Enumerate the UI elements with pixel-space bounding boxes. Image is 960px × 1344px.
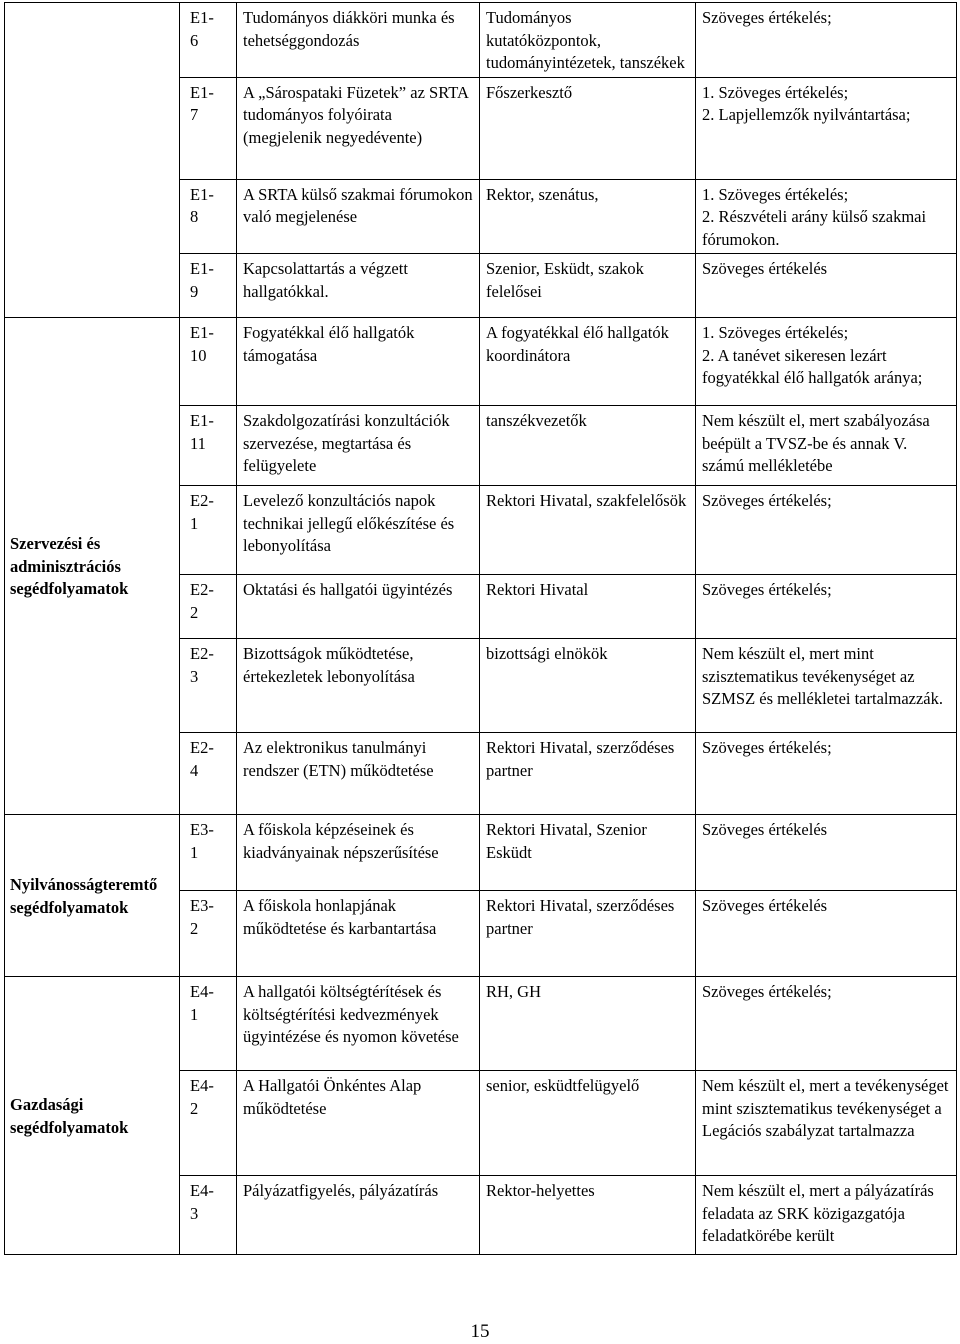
process-code: E1- 9 [180, 254, 237, 318]
responsible-party: Rektori Hivatal, szakfelelősök [480, 486, 696, 575]
process-code: E4- 3 [180, 1176, 237, 1255]
evaluation-method: 1. Szöveges értékelés; 2. A tanévet sikeresen lezárt fogyatékkal élő hallgatók aránya; [696, 318, 957, 406]
evaluation-method: Szöveges értékelés [696, 815, 957, 891]
category-cell: Nyilvánosságteremtő segédfolyamatok [5, 815, 180, 977]
responsible-party: Főszerkesztő [480, 77, 696, 179]
evaluation-method: Nem készült el, mert mint szisztematikus tevékenységet az SZMSZ és mellékletei tartalmazzák. [696, 639, 957, 733]
responsible-party: RH, GH [480, 977, 696, 1071]
process-code: E1- 11 [180, 406, 237, 486]
process-name: Oktatási és hallgatói ügyintézés [237, 575, 480, 639]
process-code: E3- 2 [180, 891, 237, 977]
category-cell [5, 3, 180, 318]
process-code: E1- 10 [180, 318, 237, 406]
process-code: E2- 1 [180, 486, 237, 575]
responsible-party: Rektori Hivatal, szerződéses partner [480, 733, 696, 815]
page-number: 15 [470, 1321, 490, 1342]
process-name: A főiskola képzéseinek és kiadványainak népszerűsítése [237, 815, 480, 891]
process-name: A főiskola honlapjának működtetése és karbantartása [237, 891, 480, 977]
responsible-party: Tudományos kutatóközpontok, tudományintézetek, tanszékek [480, 3, 696, 78]
process-code: E2- 4 [180, 733, 237, 815]
responsible-party: Rektor-helyettes [480, 1176, 696, 1255]
process-code: E1- 6 [180, 3, 237, 78]
responsible-party: Rektori Hivatal, szerződéses partner [480, 891, 696, 977]
process-name: A Hallgatói Önkéntes Alap működtetése [237, 1071, 480, 1176]
process-name: Szakdolgozatírási konzultációk szervezése, megtartása és felügyelete [237, 406, 480, 486]
category-cell: Gazdasági segédfolyamatok [5, 977, 180, 1255]
process-code: E1- 7 [180, 77, 237, 179]
table-body [5, 3, 957, 1255]
table-row [5, 3, 957, 78]
process-name: A „Sárospataki Füzetek” az SRTA tudományos folyóirata (megjelenik negyedévente) [237, 77, 480, 179]
table-row [5, 977, 957, 1071]
evaluation-method: Nem készült el, mert a pályázatírás feladata az SRK közigazgatója feladatkörébe került [696, 1176, 957, 1255]
evaluation-method: Szöveges értékelés [696, 891, 957, 977]
process-code: E2- 2 [180, 575, 237, 639]
table-row [5, 815, 957, 891]
process-name: Pályázatfigyelés, pályázatírás [237, 1176, 480, 1255]
evaluation-method: 1. Szöveges értékelés; 2. Részvételi arány külső szakmai fórumokon. [696, 179, 957, 254]
process-name: Fogyatékkal élő hallgatók támogatása [237, 318, 480, 406]
responsible-party: Rektor, szenátus, [480, 179, 696, 254]
evaluation-method: 1. Szöveges értékelés; 2. Lapjellemzők nyilvántartása; [696, 77, 957, 179]
responsible-party: bizottsági elnökök [480, 639, 696, 733]
responsible-party: senior, esküdtfelügyelő [480, 1071, 696, 1176]
process-code: E3- 1 [180, 815, 237, 891]
evaluation-method: Szöveges értékelés; [696, 3, 957, 78]
responsible-party: A fogyatékkal élő hallgatók koordinátora [480, 318, 696, 406]
process-name: Levelező konzultációs napok technikai jellegű előkészítése és lebonyolítása [237, 486, 480, 575]
responsible-party: Szenior, Esküdt, szakok felelősei [480, 254, 696, 318]
responsible-party: Rektori Hivatal, Szenior Esküdt [480, 815, 696, 891]
process-code: E2- 3 [180, 639, 237, 733]
process-code: E4- 1 [180, 977, 237, 1071]
table-row [5, 318, 957, 406]
evaluation-method: Szöveges értékelés; [696, 575, 957, 639]
process-name: A SRTA külső szakmai fórumokon való megjelenése [237, 179, 480, 254]
category-cell: Szervezési és adminisztrációs segédfolyamatok [5, 318, 180, 815]
process-name: Tudományos diákköri munka és tehetséggondozás [237, 3, 480, 78]
process-table [4, 2, 957, 1255]
process-code: E1- 8 [180, 179, 237, 254]
evaluation-method: Nem készült el, mert szabályozása beépült a TVSZ-be és annak V. számú mellékletébe [696, 406, 957, 486]
process-name: Az elektronikus tanulmányi rendszer (ETN) működtetése [237, 733, 480, 815]
responsible-party: tanszékvezetők [480, 406, 696, 486]
evaluation-method: Szöveges értékelés; [696, 733, 957, 815]
responsible-party: Rektori Hivatal [480, 575, 696, 639]
process-name: Kapcsolattartás a végzett hallgatókkal. [237, 254, 480, 318]
evaluation-method: Szöveges értékelés; [696, 486, 957, 575]
evaluation-method: Szöveges értékelés [696, 254, 957, 318]
process-name: A hallgatói költségtérítések és költségtérítési kedvezmények ügyintézése és nyomon követése [237, 977, 480, 1071]
evaluation-method: Nem készült el, mert a tevékenységet mint szisztematikus tevékenységet a Legációs szabályzat tartalmazza [696, 1071, 957, 1176]
process-name: Bizottságok működtetése, értekezletek lebonyolítása [237, 639, 480, 733]
evaluation-method: Szöveges értékelés; [696, 977, 957, 1071]
process-code: E4- 2 [180, 1071, 237, 1176]
